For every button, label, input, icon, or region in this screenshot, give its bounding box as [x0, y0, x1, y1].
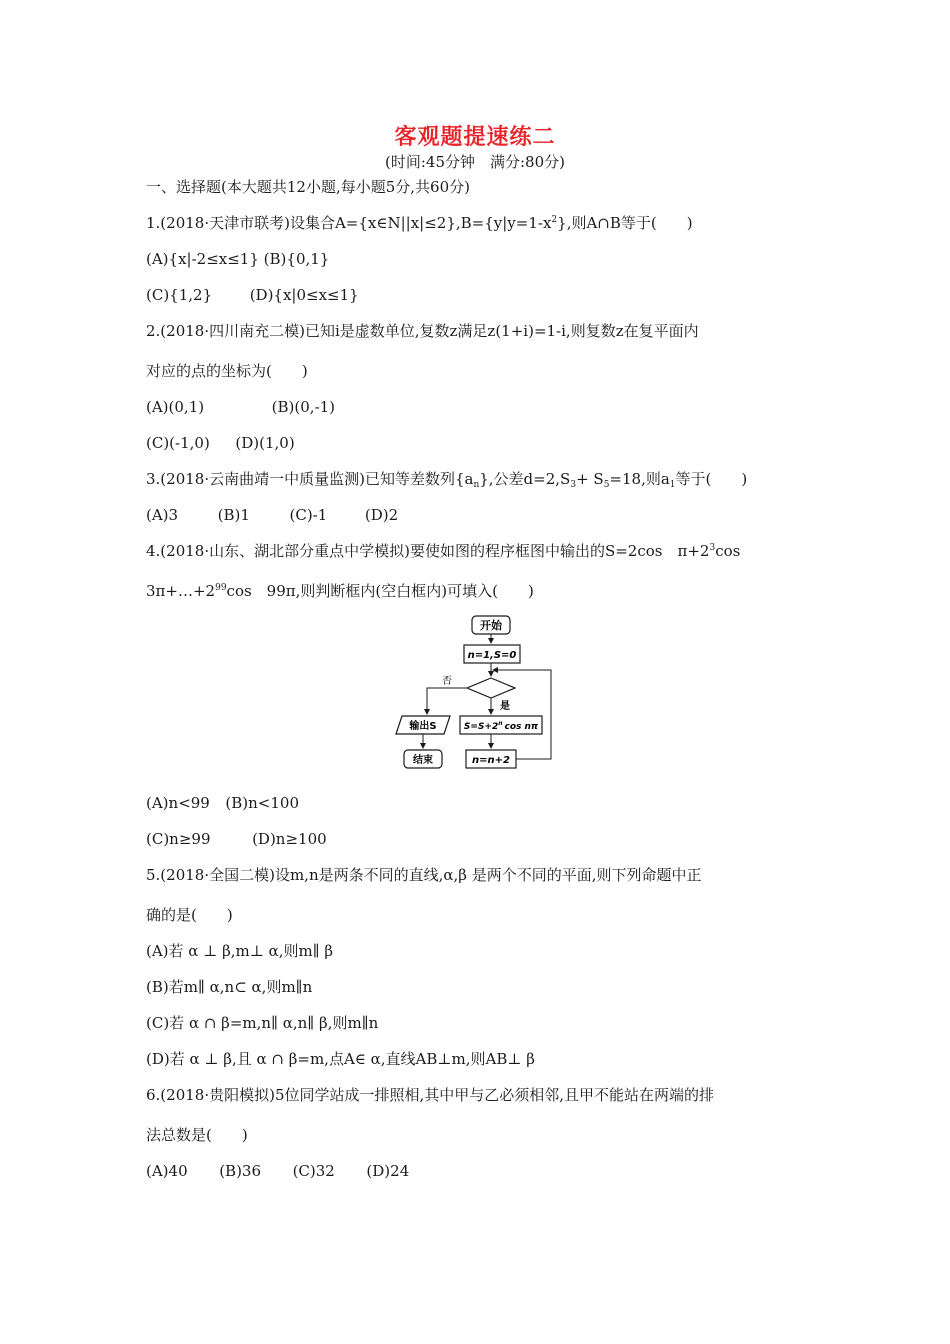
q6-option-d: (D)24: [366, 1162, 410, 1180]
q1-option-d: (D){x|0≤x≤1}: [249, 286, 359, 304]
flow-end-label: 结束: [413, 755, 433, 766]
flow-no-label: 否: [442, 676, 452, 687]
q6-option-a: (A)40: [146, 1162, 188, 1180]
flow-update-label: $S=S+2^n$ cos nπ: [463, 720, 539, 732]
program-flowchart: [380, 612, 580, 772]
q4-option-d: (D)n≥100: [252, 830, 327, 848]
q5-option-a: (A)若 α ⊥ β,m⊥ α,则m∥ β: [146, 942, 334, 960]
q1-options-row2: [146, 285, 359, 305]
q6-stem-line2: 法总数是( ): [146, 1126, 248, 1144]
q3-option-b: (B)1: [217, 506, 250, 524]
flow-output-label: 输出S: [409, 721, 437, 732]
section-heading: 一、选择题(本大题共12小题,每小题5分,共60分): [146, 178, 470, 196]
q2-stem-line2: 对应的点的坐标为( ): [146, 362, 308, 380]
q6-options: [146, 1161, 409, 1181]
q3-option-d: (D)2: [364, 506, 399, 524]
q1-options-row1: [146, 249, 329, 269]
q4-options-row2: [146, 829, 327, 849]
q3-options: [146, 505, 398, 525]
q2-option-c: (C)(-1,0): [146, 434, 210, 452]
q3-option-c: (C)-1: [289, 506, 328, 524]
q4-option-b: (B)n<100: [225, 794, 300, 812]
flow-decision-diamond: [467, 678, 515, 698]
q2-options-row2: [146, 433, 295, 453]
q2-option-b: (B)(0,-1): [271, 398, 336, 416]
flow-no-branch: [427, 688, 467, 714]
q5-stem-line2: 确的是( ): [146, 906, 233, 924]
time-score-info: (时间:45分钟 满分:80分): [385, 153, 565, 171]
q2-option-a: (A)(0,1): [146, 398, 205, 416]
q3-option-a: (A)3: [146, 506, 179, 524]
page-title: 客观题提速练二: [394, 124, 556, 150]
q1-stem: 1.(2018·天津市联考)设集合$A=\{x\in N||x|\le 2\},B=\{y|y=1-x^2\}$,则A∩B等于( ): [146, 214, 693, 232]
q5-option-c: (C)若 α ∩ β=m,n∥ α,n∥ β,则m∥n: [146, 1014, 379, 1032]
q2-stem-line1: 2.(2018·四川南充二模)已知i是虚数单位,复数z满足z(1+i)=1-i,则复数z在复平面内: [146, 322, 699, 340]
q2-options-row1: [146, 397, 335, 417]
q4-options-row1: [146, 793, 299, 813]
q5-option-d: (D)若 α ⊥ β,且 α ∩ β=m,点A∈ α,直线AB⊥m,则AB⊥ β: [146, 1050, 535, 1068]
flow-yes-label: 是: [500, 701, 510, 712]
q5-stem-line1: 5.(2018·全国二模)设m,n是两条不同的直线,α,β 是两个不同的平面,则下列命题中正: [146, 866, 702, 884]
q1-option-c: (C){1,2}: [146, 286, 213, 304]
q1-option-a: (A){x|-2≤x≤1}: [146, 250, 259, 268]
q6-option-c: (C)32: [292, 1162, 335, 1180]
flow-init-label: n=1,S=0: [467, 650, 517, 661]
flow-start-label: 开始: [480, 619, 502, 632]
q6-stem-line1: 6.(2018·贵阳模拟)5位同学站成一排照相,其中甲与乙必须相邻,且甲不能站在两端的排: [146, 1086, 715, 1104]
q6-option-b: (B)36: [219, 1162, 262, 1180]
q4-stem-line2: $3\pi+\dots+2^{99}\cos$ 99π,则判断框内(空白框内)可填入( ): [146, 582, 534, 600]
flow-increment-label: n=n+2: [472, 755, 510, 766]
q4-stem-line1: 4.(2018·山东、湖北部分重点中学模拟)要使如图的程序框图中输出的S=2cos $\pi+2^3\cos$: [146, 542, 741, 560]
q4-option-c: (C)n≥99: [146, 830, 211, 848]
q5-option-b: (B)若m∥ α,n⊂ α,则m∥n: [146, 978, 313, 996]
q1-option-b: (B){0,1}: [263, 250, 330, 268]
q4-option-a: (A)n<99: [146, 794, 210, 812]
q2-option-d: (D)(1,0): [235, 434, 295, 452]
q3-stem: 3.(2018·云南曲靖一中质量监测)已知等差数列$\{a_n\}$,公差$d=2,S_3+ S_5=18$,则$a_1$等于( ): [146, 470, 748, 490]
